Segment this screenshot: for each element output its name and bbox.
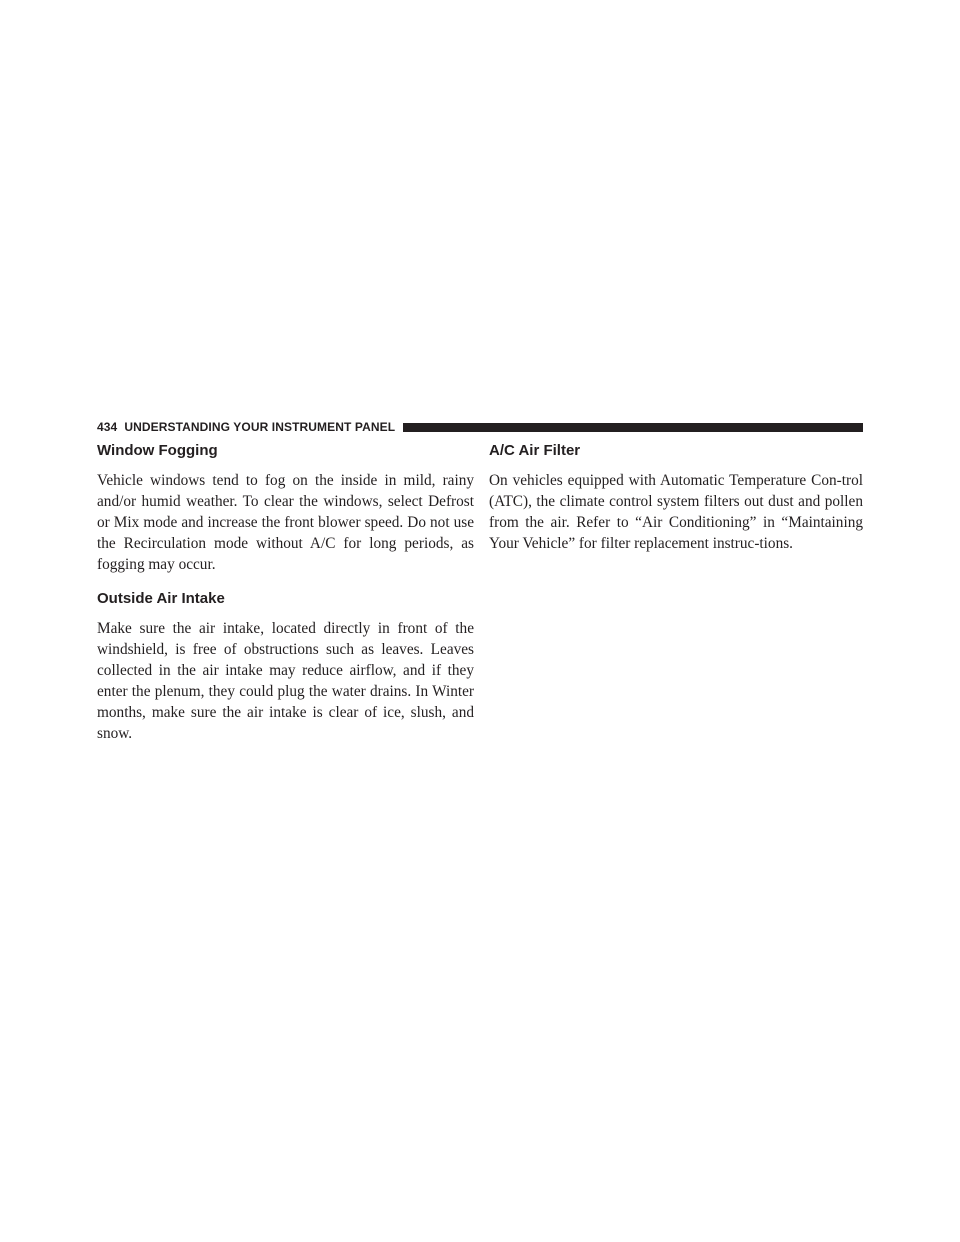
section-heading: A/C Air Filter <box>489 442 581 459</box>
section-body: On vehicles equipped with Automatic Temperature Con-trol (ATC), the climate control system filters out dust and pollen from the air. Refer to “Air Conditioning” in “Maintaining Your Vehicle” for filter replacement instruc-tions. <box>489 472 863 552</box>
header-rule <box>403 423 863 432</box>
section-ac-air-filter <box>489 441 863 554</box>
page-number: 434 <box>97 420 118 434</box>
right-column <box>489 441 863 566</box>
running-header <box>97 419 863 435</box>
section-window-fogging <box>97 441 474 575</box>
section-body: Vehicle windows tend to fog on the inside in mild, rainy and/or humid weather. To clear the windows, select Defrost or Mix mode and increase the front blower speed. Do not use the Recirculation mode without A/C for long periods, as fogging may occur. <box>97 472 474 573</box>
chapter-title: UNDERSTANDING YOUR INSTRUMENT PANEL <box>124 420 396 434</box>
section-body: Make sure the air intake, located directly in front of the windshield, is free of obstructions such as leaves. Leaves collected in the air intake may reduce airflow, and if they enter the plenum, they could plug the water drains. In Winter months, make sure the air intake is clear of ice, slush, and snow. <box>97 620 474 742</box>
section-outside-air-intake <box>97 589 474 744</box>
left-column <box>97 441 474 756</box>
section-heading: Outside Air Intake <box>97 590 225 607</box>
section-heading: Window Fogging <box>97 442 218 459</box>
